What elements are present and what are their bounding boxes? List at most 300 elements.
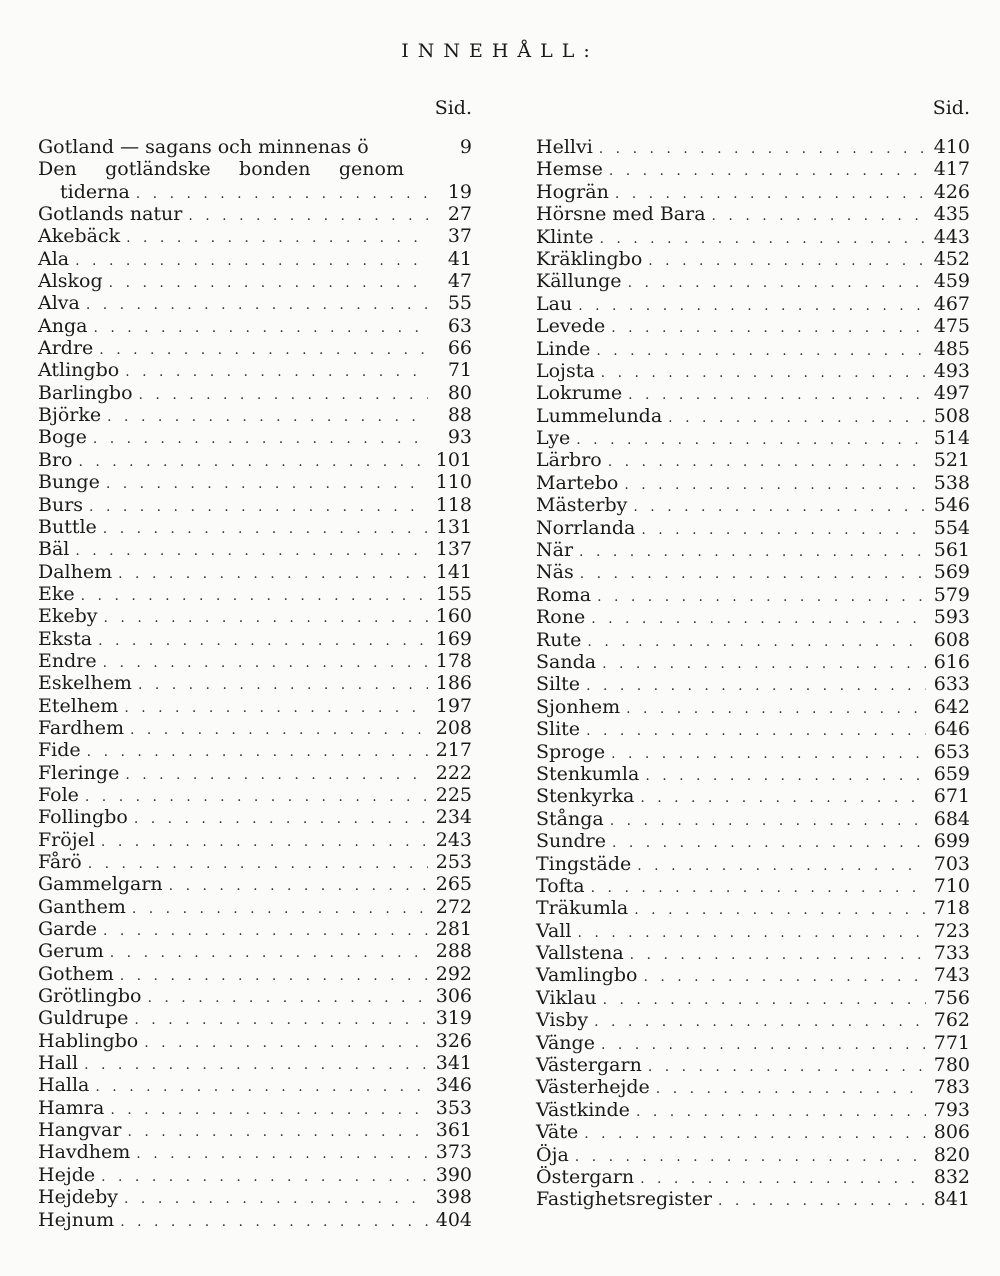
toc-entry [38,1186,472,1208]
toc-entry-title: Follingbo [38,806,128,829]
toc-entry [536,808,970,830]
toc-entry-page: 771 [933,1031,970,1054]
toc-entry-title: Barlingbo [38,381,133,404]
toc-entry-title: Gotland — sagans och minnenas ö [38,136,369,158]
toc-entry-title: Lärbro [536,449,602,472]
toc-entry-title: Rone [536,606,586,629]
dot-leader [130,719,428,741]
toc-entry-page: 569 [933,561,970,584]
dot-leader [93,428,428,450]
dot-leader [580,563,926,585]
toc-entry-page: 390 [435,1163,472,1186]
toc-entry [536,360,970,382]
dot-leader [75,540,428,562]
dot-leader [626,698,926,720]
toc-entry-title: Sundre [536,830,606,853]
toc-entry-page: 561 [933,539,970,562]
toc-entry-title: Vamlingbo [536,964,638,987]
toc-entry-title: Vall [536,919,572,942]
toc-entry-title: Vänge [536,1031,595,1054]
toc-entry-title: Dalhem [38,560,113,583]
toc-entry-page: 66 [447,337,472,360]
dot-leader [169,875,428,897]
toc-entry [38,292,472,314]
sid-header-right: Sid. [932,97,970,119]
dot-leader [125,764,428,786]
toc-entry [38,672,472,694]
toc-entry-title: Burs [38,493,84,516]
toc-entry [38,1007,472,1029]
dot-leader [138,674,428,696]
toc-entry [38,628,472,650]
dot-leader [599,138,926,160]
dot-leader [575,1146,926,1168]
dot-leader [584,1123,926,1145]
toc-entry [38,918,472,940]
toc-entry [536,673,970,695]
toc-entry [38,717,472,739]
toc-entry-title: Västerhejde [536,1076,650,1099]
toc-entry [38,851,472,873]
toc-entry-page: 118 [435,493,472,516]
dot-leader [144,1032,428,1054]
toc-entry-page: 169 [435,627,472,650]
dot-leader [586,720,926,742]
dot-leader [134,1009,428,1031]
toc-entry-page: 319 [435,1007,472,1030]
toc-entry [536,1166,970,1188]
dot-leader [87,741,428,763]
toc-entry [536,1076,970,1098]
dot-leader [84,1054,428,1076]
toc-entry-title: Bro [38,448,73,471]
toc-entry-page: 361 [435,1119,472,1142]
toc-entry-title: Havdhem [38,1141,131,1164]
dot-leader [599,228,926,250]
toc-entry-page: 723 [933,919,970,942]
toc-entry-title: Bäl [38,538,70,561]
toc-entry-page: 47 [447,270,472,293]
toc-entry [38,248,472,270]
dot-leader [126,227,428,249]
toc-entry-title: Hogrän [536,180,609,203]
toc-entry [536,1099,970,1121]
toc-entry-title: Sanda [536,650,597,673]
dot-leader [601,1034,926,1056]
dot-leader [124,1188,428,1210]
toc-entry-title: Roma [536,583,592,606]
toc-entry-page: 253 [435,851,472,873]
toc-entry-page: 186 [435,672,472,695]
toc-entry-page: 718 [933,897,970,920]
dot-leader [125,361,428,383]
toc-entry [536,494,970,516]
toc-entry-page: 222 [435,761,472,784]
dot-leader [120,965,428,987]
toc-entry-title: Hejnum [38,1208,115,1231]
toc-entry-title: tiderna [60,180,130,203]
toc-entry-page: 497 [933,382,970,405]
dot-leader [134,808,428,830]
toc-entry [536,651,970,673]
toc-entry-page: 793 [933,1098,970,1121]
dot-leader [615,183,926,205]
toc-entry [38,1074,472,1096]
toc-entry-title: Ekeby [38,605,98,628]
toc-entry-page: 426 [933,180,970,203]
toc-entry [38,158,472,180]
toc-entry-page: 538 [933,471,970,494]
toc-entry-title: Lummelunda [536,404,663,427]
dot-leader [648,250,926,272]
dot-leader [110,1099,428,1121]
dot-leader [118,563,428,585]
toc-entry [38,538,472,560]
toc-entry [536,1032,970,1054]
toc-entry-title: Lojsta [536,359,595,382]
toc-entry-page: 80 [447,381,472,404]
toc-entry-page: 272 [435,895,472,918]
toc-entry [536,203,970,225]
toc-entry [536,136,970,158]
toc-entry [38,181,472,203]
toc-entry-title: Garde [38,918,97,941]
toc-entry-page: 9 [459,136,472,158]
toc-entry [38,136,472,158]
toc-entry-page: 93 [447,426,472,449]
dot-leader [95,1076,428,1098]
dot-leader [107,406,428,428]
dot-leader [637,855,926,877]
toc-entry [536,1054,970,1076]
dot-leader [596,340,926,362]
dot-leader [579,541,926,563]
toc-entry-title: Hejde [38,1163,96,1186]
dot-leader [586,675,926,697]
toc-entry [38,650,472,672]
toc-entry [38,203,472,225]
dot-leader [640,787,926,809]
dot-leader [611,743,926,765]
toc-entry-page: 659 [933,762,970,785]
toc-entry-page: 63 [447,314,472,337]
toc-entry-page: 832 [933,1165,970,1188]
toc-entry [536,741,970,763]
toc-entry [38,494,472,516]
toc-entry-title: Hall [38,1052,79,1075]
toc-entry-title: Norrlanda [536,516,636,539]
toc-entry-page: 783 [933,1076,970,1099]
toc-entry-title: Alskog [38,270,103,293]
dot-leader [88,853,428,875]
toc-entry-title: Sjonhem [536,695,621,718]
toc-entry [38,583,472,605]
toc-entry-page: 27 [447,203,472,226]
dot-leader [603,989,926,1011]
dot-leader [610,810,926,832]
toc-entry-page: 554 [933,516,970,539]
toc-entry-title: Alva [38,292,80,315]
dot-leader [139,384,428,406]
toc-entry [536,696,970,718]
dot-leader [633,496,926,518]
dot-leader [101,831,428,853]
toc-entry-page: 608 [933,628,970,651]
toc-entry [536,293,970,315]
toc-entry-page: 467 [933,292,970,315]
toc-entry-title: Anga [38,314,88,337]
toc-entry [536,338,970,360]
dot-leader [124,697,428,719]
toc-entry [38,873,472,895]
toc-entry [536,964,970,986]
toc-entry-title: Mästerby [536,494,628,517]
dot-leader [106,473,428,495]
toc-entry-page: 131 [435,515,472,538]
toc-entry [38,605,472,627]
dot-leader [628,384,926,406]
toc-entry [38,1119,472,1141]
page-title: INNEHÅLL: [401,40,599,62]
toc-entry [536,718,970,740]
toc-entry-title: Eksta [38,627,93,650]
dot-leader [109,272,428,294]
toc-entry-title: Slite [536,718,581,741]
toc-entry-page: 41 [447,247,472,270]
dot-leader [89,496,428,518]
toc-entry [536,942,970,964]
toc-entry [536,1188,970,1210]
toc-entry [536,763,970,785]
toc-entry-page: 820 [933,1143,970,1166]
toc-entry [536,561,970,583]
toc-entry-page: 19 [447,180,472,203]
dot-leader [85,786,428,808]
toc-entry-page: 398 [435,1186,472,1209]
toc-entry-title: Rute [536,628,582,651]
toc-entry-page: 404 [435,1208,472,1231]
toc-entry-page: 646 [933,718,970,741]
toc-entry-title: Tofta [536,874,585,897]
toc-entry-page: 281 [435,918,472,941]
toc-entry-title: Näs [536,561,574,584]
dot-leader [101,1166,428,1188]
dot-leader [602,653,926,675]
toc-entry [536,1144,970,1166]
toc-entry-page: 288 [435,940,472,963]
toc-entry-title: Fastighetsregister [536,1188,712,1211]
dot-leader [656,1078,926,1100]
toc-entry-page: 703 [933,852,970,875]
toc-entry-page: 110 [435,471,472,494]
toc-entry-title: Gothem [38,962,114,985]
toc-entry-title: Hörsne med Bara [536,203,706,226]
dot-leader [110,942,428,964]
toc-entry-title: Hamra [38,1096,105,1119]
toc-entry-title: Stånga [536,807,604,830]
toc-entry [536,987,970,1009]
dot-leader [648,1056,926,1078]
toc-entry-page: 671 [933,785,970,808]
dot-leader [188,205,428,227]
toc-entry-title: Silte [536,673,581,696]
sid-header-left: Sid. [434,97,472,119]
toc-entry-page: 733 [933,942,970,965]
toc-entry-title: Endre [38,649,97,672]
dot-leader [78,451,428,473]
toc-entry [536,405,970,427]
toc-entry [38,1164,472,1186]
toc-entry-title: Hablingbo [38,1029,139,1052]
toc-entry [38,449,472,471]
toc-entry-page: 141 [435,560,472,583]
toc-entry-page: 217 [435,739,472,762]
dot-leader [636,1101,926,1123]
toc-entry-page: 485 [933,337,970,360]
dot-leader [640,1168,926,1190]
dot-leader [628,272,926,294]
toc-entry-page: 616 [933,650,970,673]
toc-entry [38,404,472,426]
toc-entry-page: 353 [435,1096,472,1119]
toc-entry-title: Martebo [536,471,619,494]
toc-entry [536,875,970,897]
toc-entry [38,940,472,962]
toc-entry-title: Björke [38,404,102,427]
toc-entry-page: 155 [435,582,472,605]
toc-entry-title: Halla [38,1074,90,1097]
dot-leader [591,877,926,899]
toc-entry-title: Väte [536,1121,579,1144]
toc-entry-title: Sproge [536,740,606,763]
toc-entry-title: Östergarn [536,1165,635,1188]
toc-entry-page: 459 [933,270,970,293]
toc-entry-title: Visby [536,1009,589,1032]
dot-leader [148,987,429,1009]
toc-entry [38,739,472,761]
toc-entry-page: 265 [435,873,472,896]
toc-entry [536,853,970,875]
toc-entry-page: 762 [933,1009,970,1032]
dot-leader [630,944,926,966]
dot-leader [597,586,926,608]
toc-entry [536,226,970,248]
toc-entry-title: Den gotländske bonden genom [38,158,404,181]
dot-leader [99,339,428,361]
dot-leader [712,205,926,227]
toc-entry [38,1030,472,1052]
toc-entry-title: Fleringe [38,761,120,784]
toc-entry [38,762,472,784]
dot-leader [645,765,926,787]
toc-entry-page: 653 [933,740,970,763]
toc-entry-page: 514 [933,427,970,450]
dot-leader [98,630,428,652]
toc-entry-title: Vallstena [536,942,624,965]
toc-entry-page: 756 [933,986,970,1009]
dot-leader [634,899,926,921]
toc-entry-title: Stenkumla [536,762,640,785]
toc-entry-page: 841 [933,1188,970,1211]
toc-entry-page: 493 [933,359,970,382]
toc-entry [536,427,970,449]
toc-entry-title: Hangvar [38,1119,122,1142]
toc-entry-title: Öja [536,1143,569,1166]
toc-entry-title: Atlingbo [38,359,120,382]
toc-entry [38,695,472,717]
toc-entry-title: Kräklingbo [536,247,643,270]
dot-leader [81,585,428,607]
dot-leader [93,317,428,339]
toc-entry [536,897,970,919]
toc-entry-page: 546 [933,494,970,517]
toc-entry-title: Västergarn [536,1054,642,1077]
toc-entry-page: 225 [435,783,472,806]
toc-entry-page: 743 [933,964,970,987]
toc-entry-page: 633 [933,673,970,696]
toc-entry-page: 208 [435,716,472,739]
toc-entry [38,426,472,448]
toc-entry-title: Ardre [38,337,94,360]
toc-entry-title: När [536,539,574,562]
toc-entry [38,382,472,404]
toc-entry-title: Lye [536,427,571,450]
toc-entry-page: 101 [435,448,472,471]
toc-entry-title: Träkumla [536,897,629,920]
toc-entry-page: 71 [447,359,472,382]
toc-entry [536,606,970,628]
toc-entry [38,985,472,1007]
toc-entry-title: Fole [38,783,79,806]
toc-entry-page: 508 [933,404,970,427]
dot-leader [668,407,926,429]
toc-entry-title: Gammelgarn [38,873,163,896]
toc-entry [536,584,970,606]
toc-entry-page: 780 [933,1054,970,1077]
toc-entry-title: Källunge [536,270,622,293]
toc-entry-title: Boge [38,426,87,449]
toc-entry-title: Eke [38,582,75,605]
dot-leader [594,1011,926,1033]
dot-leader [127,1121,428,1143]
dot-leader [103,920,428,942]
toc-entry-page: 160 [435,605,472,628]
toc-entry [38,471,472,493]
toc-entry-title: Etelhem [38,694,119,717]
toc-entry-page: 341 [435,1052,472,1075]
toc-entry-page: 326 [435,1029,472,1052]
toc-entry [38,225,472,247]
toc-entry [536,472,970,494]
toc-column-right [536,96,970,1211]
dot-leader [609,160,926,182]
toc-entry-title: Fröjel [38,828,95,851]
toc-entry-title: Fårö [38,851,82,873]
dot-leader [576,429,926,451]
dot-leader [136,1143,428,1165]
toc-entry [38,784,472,806]
toc-list-right [536,136,970,1211]
toc-entry [536,517,970,539]
toc-entry-title: Klinte [536,225,594,248]
toc-entry [38,1141,472,1163]
dot-leader [591,608,926,630]
toc-entry-title: Grötlingbo [38,985,142,1008]
toc-entry [536,382,970,404]
toc-entry-title: Västkinde [536,1098,630,1121]
toc-entry [38,829,472,851]
dot-leader [103,652,428,674]
